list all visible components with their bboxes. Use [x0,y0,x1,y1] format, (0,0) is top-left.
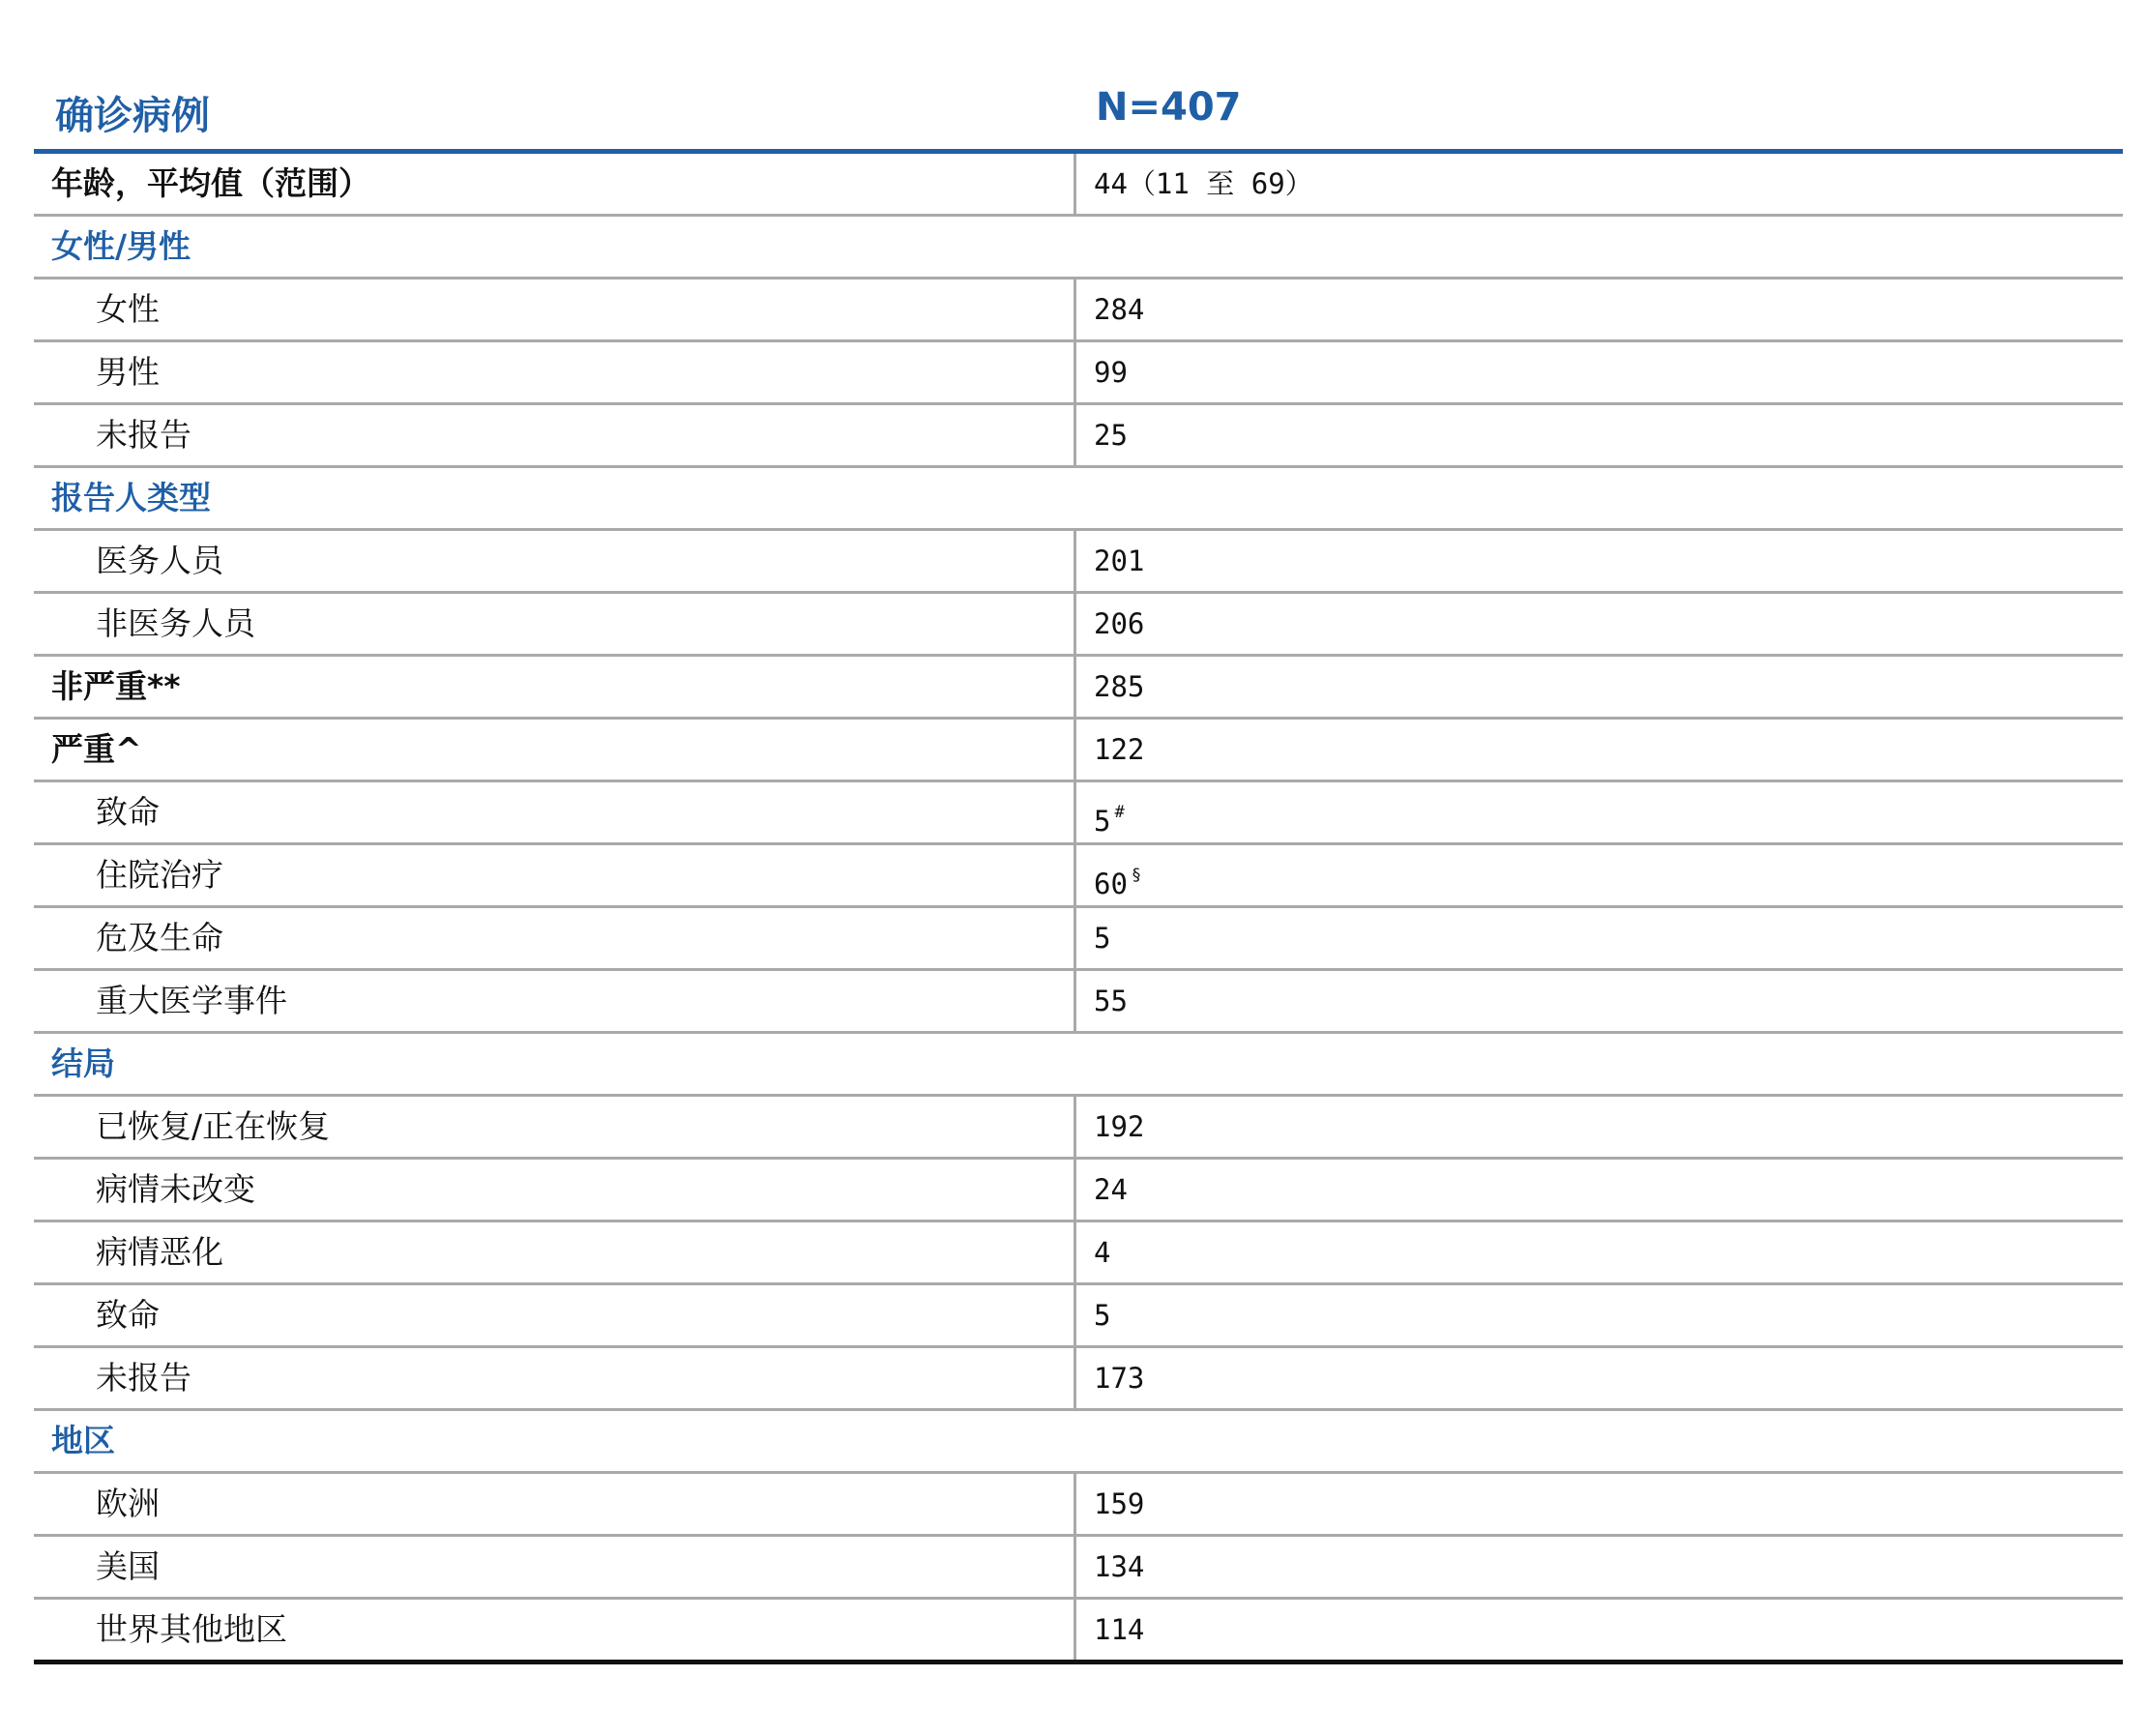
table-row [34,280,2123,342]
column-divider [1074,280,1076,339]
section-heading: 结局 [51,1045,115,1082]
column-divider [1074,657,1076,717]
table-row [34,782,2123,845]
row-value [1094,1537,1144,1597]
header-n-count: N=407 [1096,85,1242,130]
value-number: 5 [1094,1299,1111,1332]
row-label: 美国 [96,1547,160,1585]
value-number: 173 [1094,1362,1145,1395]
row-value [1094,1348,1144,1408]
value-number: 284 [1094,293,1145,326]
table-body [34,154,2123,1664]
table-row [34,1537,2123,1600]
row-label: 住院治疗 [96,856,223,894]
table-row [34,1474,2123,1537]
row-label: 严重^ [51,730,142,768]
row-value [1094,531,1144,591]
section-row [34,1034,2123,1097]
footnote-marker: # [1114,803,1125,822]
row-value [1094,657,1144,717]
row-value [1094,971,1128,1031]
table-row [34,1348,2123,1411]
column-divider [1074,405,1076,465]
row-label: 女性 [96,290,160,328]
section-heading: 地区 [51,1422,115,1459]
section-heading: 女性/男性 [51,227,191,265]
row-value [1094,154,1313,214]
table-row [34,531,2123,594]
value-number: 4 [1094,1236,1111,1269]
value-number: 285 [1094,670,1145,703]
value-number: 60 [1094,868,1128,900]
value-number: 134 [1094,1550,1145,1583]
row-value [1094,845,1141,905]
table-row [34,1222,2123,1285]
value-number: 99 [1094,356,1128,389]
column-divider [1074,594,1076,654]
row-label: 重大医学事件 [96,982,287,1019]
table-row [34,908,2123,971]
column-divider [1074,971,1076,1031]
row-label: 未报告 [96,416,191,454]
row-label: 年龄，平均值（范围） [51,164,370,202]
column-divider [1074,845,1076,905]
column-divider [1074,1222,1076,1282]
column-divider [1074,1160,1076,1220]
footnote-marker: § [1131,866,1142,885]
table-row [34,720,2123,782]
column-divider [1074,1285,1076,1345]
table-row [34,405,2123,468]
column-divider [1074,154,1076,214]
value-number: 192 [1094,1110,1145,1143]
table-row [34,154,2123,217]
table-row [34,1097,2123,1160]
header-confirmed-cases: 确诊病例 [55,94,210,138]
row-label: 男性 [96,353,160,391]
table-row [34,657,2123,720]
row-label: 病情恶化 [96,1233,223,1271]
row-label: 致命 [96,793,160,831]
section-row [34,217,2123,280]
row-value [1094,720,1144,780]
column-divider [1074,342,1076,402]
column-divider [1074,1474,1076,1534]
row-label: 非严重** [51,667,181,705]
value-number: 159 [1094,1487,1145,1520]
table-header [34,68,2123,154]
row-value [1094,1474,1144,1534]
value-number: 44（11 至 69） [1094,167,1313,200]
row-label: 病情未改变 [96,1170,255,1208]
table-row [34,971,2123,1034]
row-value [1094,594,1144,654]
column-divider [1074,1537,1076,1597]
value-number: 114 [1094,1613,1145,1646]
table-row [34,342,2123,405]
row-label: 非医务人员 [96,604,255,642]
row-value [1094,342,1128,402]
section-heading: 报告人类型 [51,479,211,516]
value-number: 24 [1094,1173,1128,1206]
value-number: 206 [1094,607,1145,640]
row-label: 危及生命 [96,919,223,956]
column-divider [1074,531,1076,591]
value-number: 201 [1094,544,1145,577]
table-row [34,1285,2123,1348]
row-value [1094,1600,1144,1660]
value-number: 122 [1094,733,1145,766]
section-row [34,468,2123,531]
column-divider [1074,720,1076,780]
row-value [1094,1160,1128,1220]
row-value [1094,782,1125,842]
value-number: 25 [1094,419,1128,452]
value-number: 5 [1094,805,1111,838]
row-label: 致命 [96,1296,160,1334]
section-row [34,1411,2123,1474]
row-label: 欧洲 [96,1485,160,1522]
row-value [1094,1285,1110,1345]
value-number: 5 [1094,922,1111,955]
row-label: 已恢复/正在恢复 [96,1107,331,1145]
column-divider [1074,908,1076,968]
table-row [34,845,2123,908]
row-value [1094,280,1144,339]
table-row [34,1600,2123,1664]
table-row [34,1160,2123,1222]
table-row [34,594,2123,657]
column-divider [1074,1348,1076,1408]
case-summary-table [34,68,2123,1664]
row-value [1094,405,1128,465]
row-value [1094,1222,1110,1282]
column-divider [1074,1600,1076,1660]
column-divider [1074,1097,1076,1157]
row-value [1094,908,1110,968]
row-label: 医务人员 [96,542,223,579]
row-label: 未报告 [96,1359,191,1397]
column-divider [1074,782,1076,842]
row-value [1094,1097,1144,1157]
value-number: 55 [1094,985,1128,1017]
row-label: 世界其他地区 [96,1610,287,1648]
